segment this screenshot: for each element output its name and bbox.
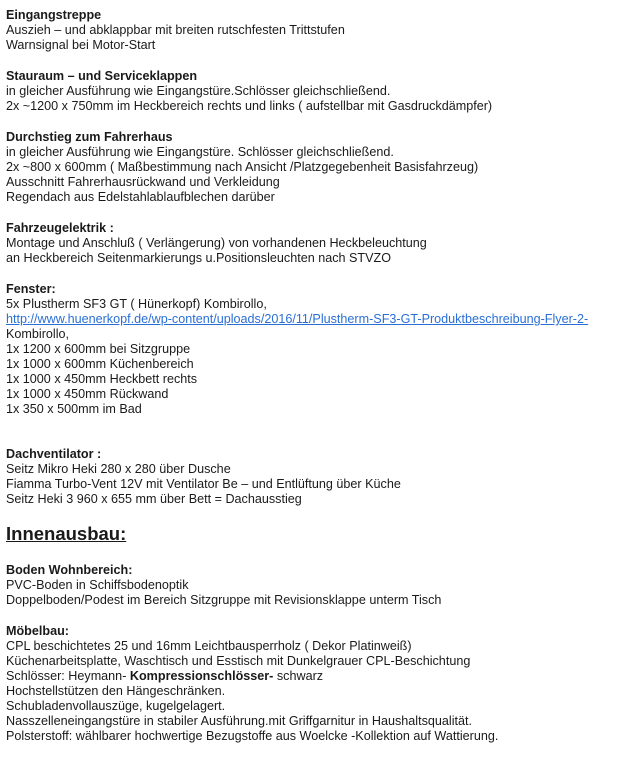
window-item: 1x 350 x 500mm im Bad — [6, 402, 142, 416]
text-line: in gleicher Ausführung wie Eingangstüre.Schlösser gleichschließend. — [6, 84, 391, 98]
section-heading: Eingangstreppe — [6, 8, 102, 22]
text-line: Seitz Heki 3 960 x 655 mm über Bett = Dachausstieg — [6, 492, 302, 506]
window-item: 1x 1000 x 450mm Rückwand — [6, 387, 169, 401]
text-line: Seitz Mikro Heki 280 x 280 über Dusche — [6, 462, 231, 476]
text-line: Auszieh – und abklappbar mit breiten rutschfesten Trittstufen — [6, 23, 345, 37]
section-boden — [6, 563, 626, 608]
text-line: Küchenarbeitsplatte, Waschtisch und Esstisch mit Dunkelgrauer CPL-Beschichtung — [6, 654, 471, 668]
section-heading: Möbelbau: — [6, 624, 69, 638]
section-fahrzeugelektrik — [6, 221, 626, 266]
text-line: Ausschnitt Fahrerhausrückwand und Verkleidung — [6, 175, 280, 189]
text-line: Doppelboden/Podest im Bereich Sitzgruppe mit Revisionsklappe unterm Tisch — [6, 593, 442, 607]
text-line: 2x ~800 x 600mm ( Maßbestimmung nach Ansicht /Platzgegebenheit Basisfahrzeug) — [6, 160, 479, 174]
section-heading: Fenster: — [6, 282, 56, 296]
window-item: 1x 1200 x 600mm bei Sitzgruppe — [6, 342, 191, 356]
text-line: CPL beschichtetes 25 und 16mm Leichtbausperrholz ( Dekor Platinweiß) — [6, 639, 412, 653]
section-moebelbau — [6, 624, 626, 744]
text-line: Polsterstoff: wählbarer hochwertige Bezugstoffe aus Woelcke -Kollektion auf Wattierung. — [6, 729, 499, 743]
section-fenster — [6, 282, 626, 417]
locks-line — [6, 669, 626, 684]
section-heading: Fahrzeugelektrik : — [6, 221, 114, 235]
text-line: Kombirollo, — [6, 327, 69, 341]
locks-suffix: schwarz — [273, 669, 324, 683]
locks-bold: Kompressionschlösser- — [129, 669, 274, 683]
text-line: Montage und Anschluß ( Verlängerung) von vorhandenen Heckbeleuchtung — [6, 236, 427, 250]
text-line: Hochstellstützen den Hängeschränken. — [6, 684, 226, 698]
text-line: Nasszelleneingangstüre in stabiler Ausführung.mit Griffgarnitur in Haushaltsqualität. — [6, 714, 472, 728]
section-heading: Dachventilator : — [6, 447, 102, 461]
text-line: 5x Plustherm SF3 GT ( Hünerkopf) Kombirollo, — [6, 297, 267, 311]
section-durchstieg — [6, 130, 626, 205]
window-item: 1x 1000 x 600mm Küchenbereich — [6, 357, 194, 371]
document-page — [6, 8, 626, 744]
window-item: 1x 1000 x 450mm Heckbett rechts — [6, 372, 198, 386]
product-link[interactable]: http://www.huenerkopf.de/wp-content/uploads/2016/11/Plustherm-SF3-GT-Produktbeschreibung-Flyer-2- — [6, 312, 589, 326]
locks-prefix: Schlösser: Heymann- — [6, 669, 130, 683]
text-line: Warnsignal bei Motor-Start — [6, 38, 156, 52]
text-line: Regendach aus Edelstahlablaufblechen darüber — [6, 190, 275, 204]
section-heading: Stauraum – und Serviceklappen — [6, 69, 198, 83]
text-line: PVC-Boden in Schiffsbodenoptik — [6, 578, 189, 592]
section-stauraum — [6, 69, 626, 114]
section-dachventilator — [6, 447, 626, 507]
text-line: in gleicher Ausführung wie Eingangstüre. Schlösser gleichschließend. — [6, 145, 394, 159]
chapter-heading: Innenausbau: — [6, 523, 127, 544]
text-line: an Heckbereich Seitenmarkierungs u.Positionsleuchten nach STVZO — [6, 251, 392, 265]
text-line: 2x ~1200 x 750mm im Heckbereich rechts und links ( aufstellbar mit Gasdruckdämpfer) — [6, 99, 493, 113]
text-line: Fiamma Turbo-Vent 12V mit Ventilator Be – und Entlüftung über Küche — [6, 477, 401, 491]
text-line: Schubladenvollauszüge, kugelgelagert. — [6, 699, 226, 713]
section-heading: Boden Wohnbereich: — [6, 563, 133, 577]
section-heading: Durchstieg zum Fahrerhaus — [6, 130, 173, 144]
section-eingangstreppe — [6, 8, 626, 53]
